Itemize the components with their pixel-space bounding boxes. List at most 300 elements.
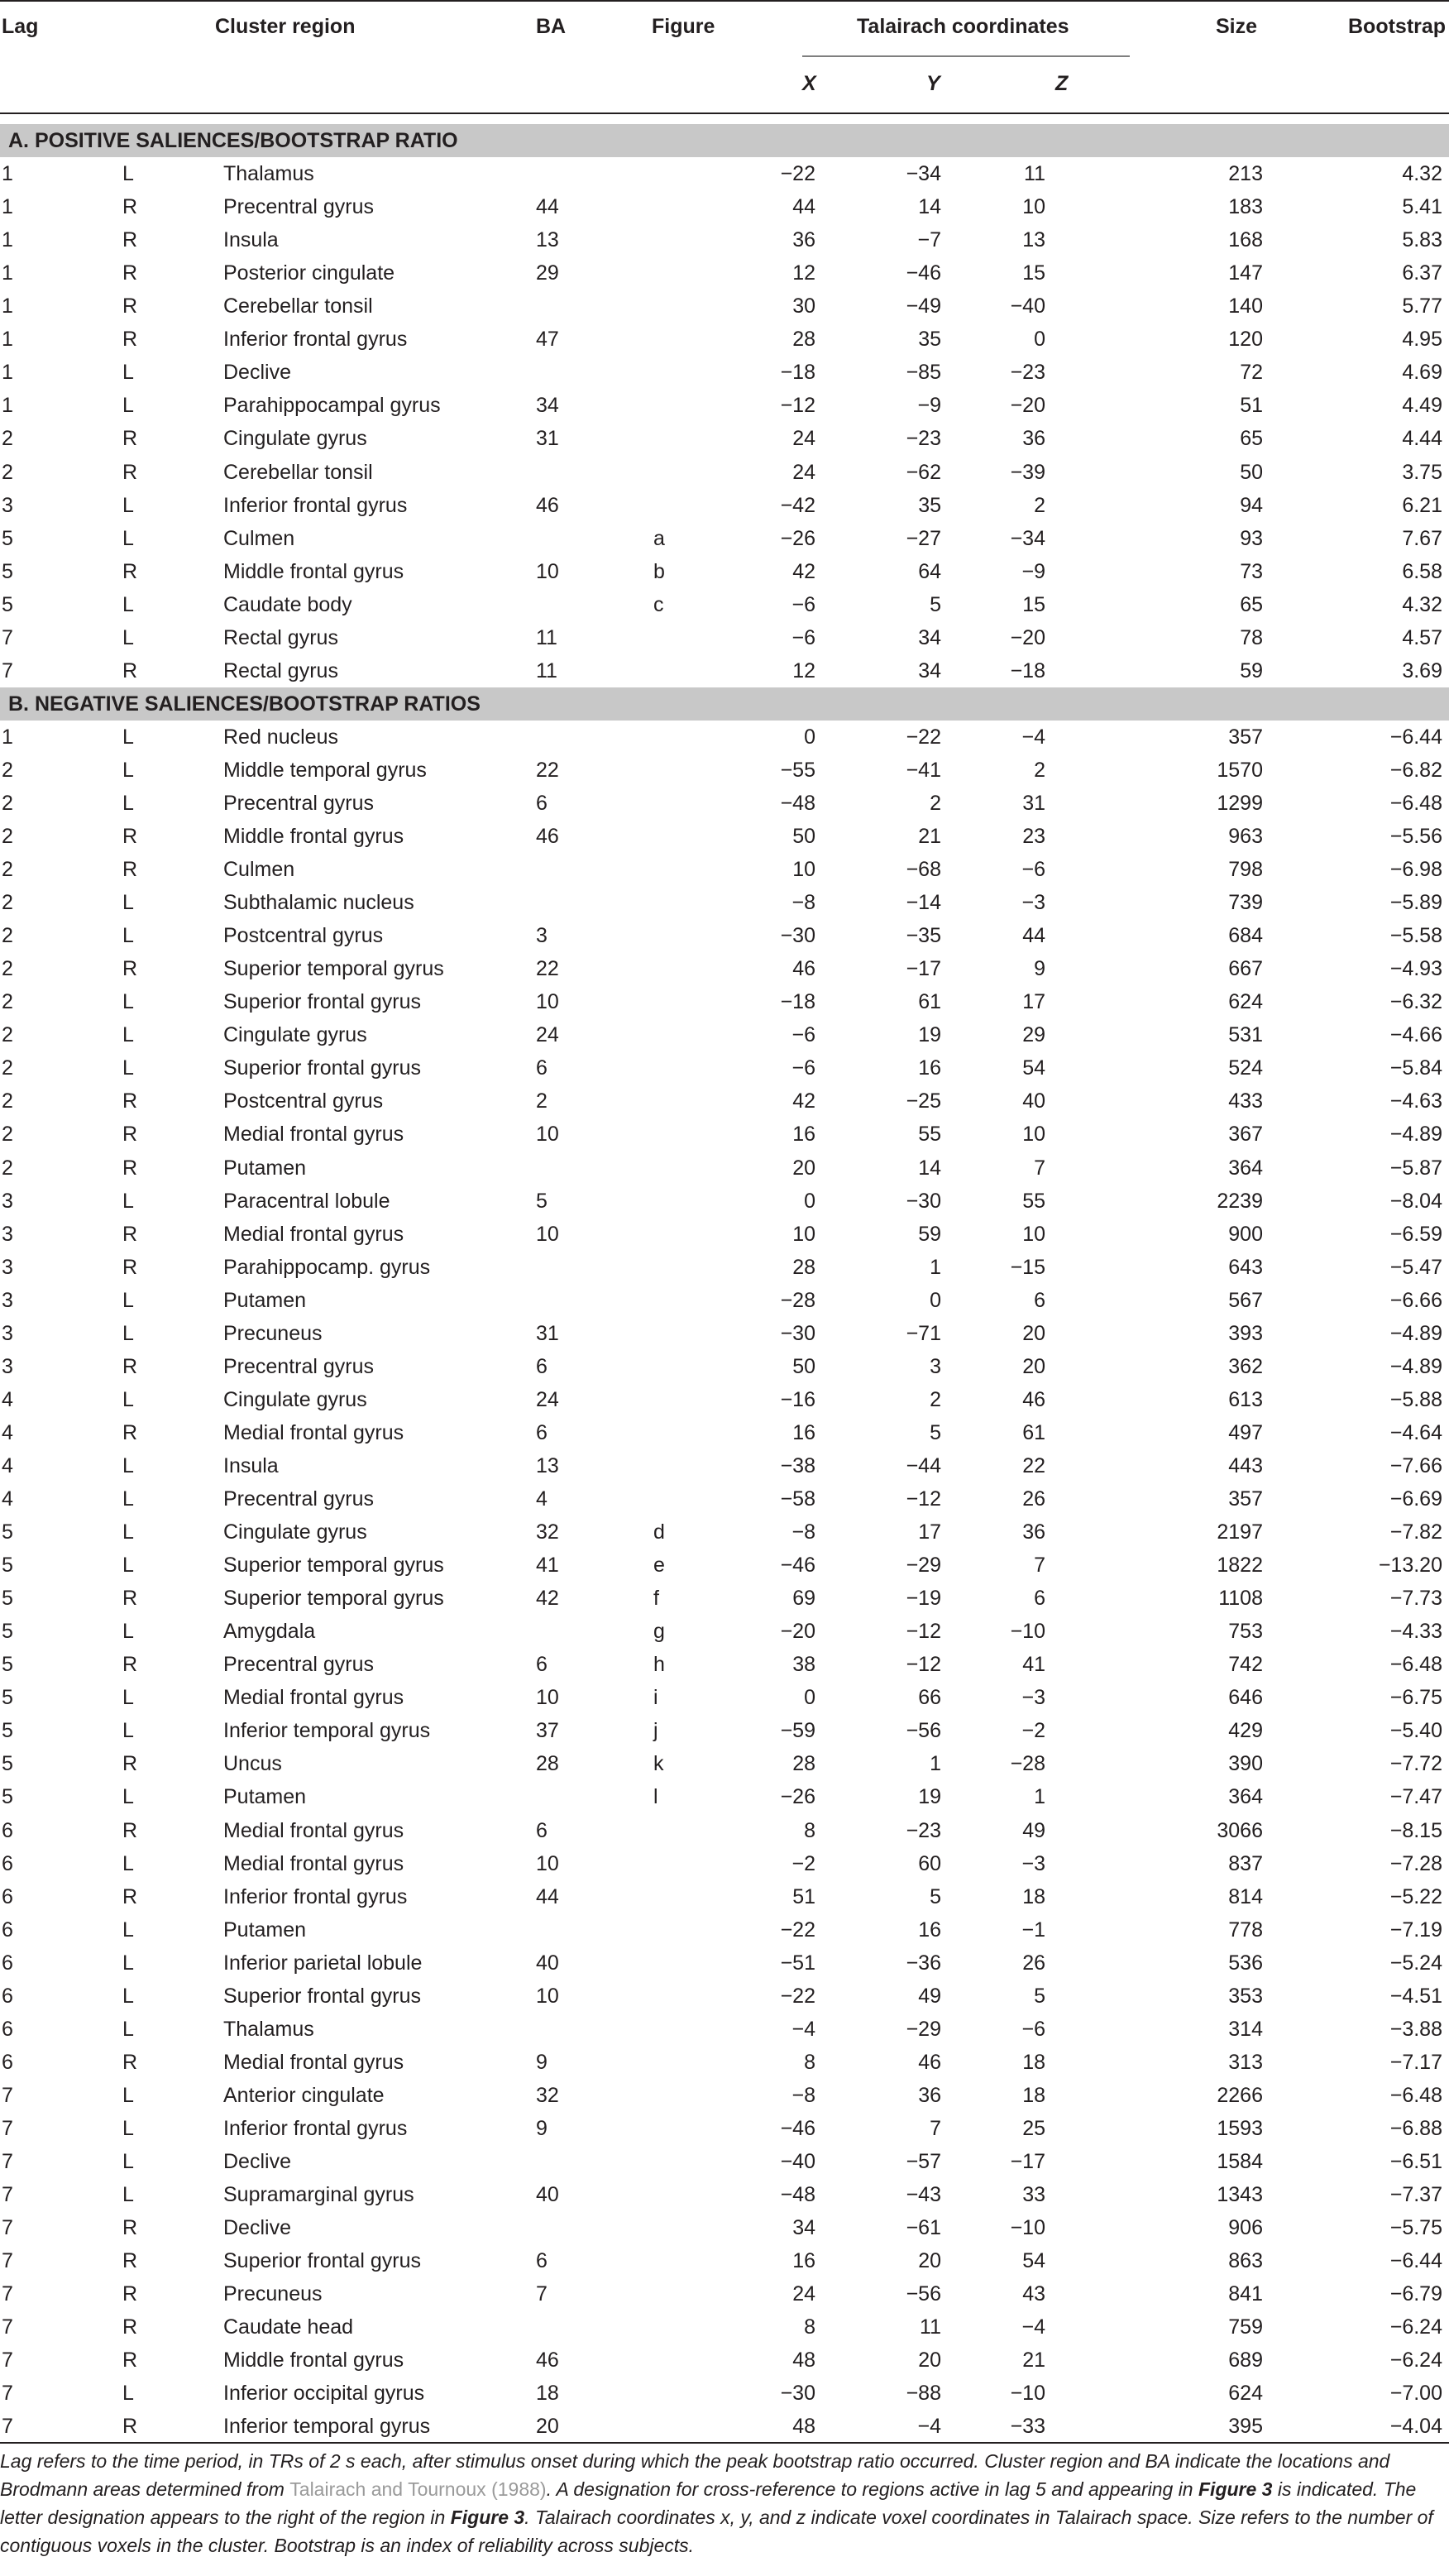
cell-lag: 5 [2,1520,13,1544]
cell-x: 8 [804,2051,815,2074]
cell-y: −19 [906,1587,941,1610]
cell-ba: 40 [536,1951,559,1975]
cell-y: −9 [917,394,941,417]
cell-x: 34 [792,2216,815,2239]
cell-lag: 5 [2,1785,13,1808]
cell-ba: 31 [536,427,559,450]
cell-z: 11 [1024,162,1045,185]
cell-x: 0 [804,1190,815,1213]
cell-z: 9 [1034,957,1045,980]
table-row [0,157,1449,190]
cell-lag: 5 [2,1587,13,1610]
cell-bootstrap: −6.82 [1389,759,1442,782]
cell-bootstrap: 6.58 [1402,560,1442,583]
cell-size: 524 [1228,1056,1263,1080]
cell-x: 42 [792,560,815,583]
cell-ba: 41 [536,1554,559,1577]
cell-bootstrap: −6.24 [1389,2349,1442,2372]
cell-ba: 6 [536,2249,548,2272]
table-row [0,754,1449,787]
cell-z: 22 [1022,1454,1045,1477]
table-row [0,654,1449,687]
cell-region: Putamen [223,1785,307,1808]
cell-lag: 7 [2,2216,13,2239]
cell-z: 55 [1022,1190,1045,1213]
cell-z: 20 [1022,1322,1045,1345]
cell-ba: 22 [536,957,559,980]
cell-hemisphere: L [122,1554,134,1577]
cell-y: −43 [906,2183,941,2206]
cell-lag: 4 [2,1454,13,1477]
cell-ba: 10 [536,1852,559,1875]
cell-z: −40 [1010,294,1045,318]
cell-hemisphere: L [122,394,134,417]
cell-bootstrap: −7.66 [1389,1454,1442,1477]
cell-z: 36 [1022,1520,1045,1544]
cell-lag: 7 [2,2382,13,2405]
cell-size: 393 [1228,1322,1263,1345]
cell-size: 168 [1228,228,1263,251]
cell-y: 61 [918,990,941,1013]
table-row [0,2277,1449,2310]
cell-bootstrap: −6.48 [1389,2084,1442,2107]
cell-region: Cerebellar tonsil [223,461,373,484]
cell-size: 2197 [1217,1520,1263,1544]
cell-z: −9 [1021,560,1045,583]
cell-region: Inferior temporal gyrus [223,2415,431,2438]
cell-size: 65 [1240,427,1263,450]
cell-x: −18 [780,361,815,384]
cell-hemisphere: L [122,1454,134,1477]
cell-bootstrap: −5.75 [1389,2216,1442,2239]
cell-size: 390 [1228,1752,1263,1775]
cell-x: −26 [780,1785,815,1808]
cell-x: −12 [780,394,815,417]
table-row [0,1051,1449,1085]
cell-hemisphere: R [122,261,138,285]
table-row [0,2145,1449,2178]
cell-ba: 46 [536,2349,559,2372]
cell-bootstrap: −7.72 [1389,1752,1442,1775]
cell-z: −18 [1010,659,1045,682]
cell-size: 742 [1228,1653,1263,1676]
cell-size: 433 [1228,1089,1263,1113]
cell-region: Red nucleus [223,725,338,749]
cell-size: 863 [1228,2249,1263,2272]
cell-x: −26 [780,527,815,550]
table-row [0,2013,1449,2046]
cell-z: 15 [1022,593,1045,616]
cell-bootstrap: −7.47 [1389,1785,1442,1808]
cell-bootstrap: −4.51 [1389,1985,1442,2008]
cell-size: 59 [1240,659,1263,682]
cell-ba: 13 [536,228,559,251]
cell-size: 1299 [1217,792,1263,815]
cell-hemisphere: L [122,891,134,914]
cell-region: Cingulate gyrus [223,1388,367,1411]
cell-region: Cingulate gyrus [223,427,367,450]
cell-hemisphere: L [122,1852,134,1875]
cell-bootstrap: −6.69 [1389,1487,1442,1511]
table-row [0,621,1449,654]
footnote-figure-link-1[interactable]: Figure 3 [1198,2478,1273,2500]
cell-region: Superior frontal gyrus [223,2249,422,2272]
cell-size: 367 [1228,1123,1263,1146]
table-row [0,323,1449,356]
table-row [0,1946,1449,1980]
cell-x: −22 [780,1918,815,1942]
cell-x: −48 [780,2183,815,2206]
cell-lag: 7 [2,2150,13,2173]
cell-y: −30 [906,1190,941,1213]
cell-region: Declive [223,361,291,384]
cell-size: 357 [1228,1487,1263,1511]
cell-z: 49 [1022,1819,1045,1842]
cell-size: 613 [1228,1388,1263,1411]
cell-size: 429 [1228,1719,1263,1742]
cell-hemisphere: L [122,1719,134,1742]
table-row [0,356,1449,389]
cell-bootstrap: −7.73 [1389,1587,1442,1610]
cell-region: Declive [223,2216,291,2239]
cell-y: 5 [930,1421,941,1444]
cell-ba: 24 [536,1388,559,1411]
cell-x: −55 [780,759,815,782]
cell-lag: 6 [2,1985,13,2008]
cell-x: −22 [780,162,815,185]
cell-z: −15 [1010,1256,1045,1279]
cell-bootstrap: −7.28 [1389,1852,1442,1875]
cell-x: −40 [780,2150,815,2173]
cell-y: 16 [918,1056,941,1080]
cell-lag: 6 [2,1951,13,1975]
cell-figure: e [653,1554,665,1577]
cell-bootstrap: −5.40 [1389,1719,1442,1742]
table-row [0,886,1449,919]
cell-size: 78 [1240,626,1263,649]
cell-x: 28 [792,1752,815,1775]
cell-z: 26 [1022,1487,1045,1511]
cell-z: −10 [1010,2382,1045,2405]
footnote-reference-link[interactable]: Talairach and Tournoux (1988) [289,2478,547,2500]
cell-z: 43 [1022,2282,1045,2305]
cell-region: Precentral gyrus [223,792,375,815]
cell-figure: i [653,1686,658,1709]
cell-ba: 34 [536,394,559,417]
cell-region: Subthalamic nucleus [223,891,414,914]
cell-region: Amygdala [223,1620,316,1643]
cell-y: −46 [906,261,941,285]
cell-hemisphere: R [122,1123,138,1146]
cell-x: 46 [792,957,815,980]
cell-lag: 2 [2,825,13,848]
cell-y: −88 [906,2382,941,2405]
cell-lag: 1 [2,195,13,218]
table-row [0,422,1449,455]
cell-ba: 18 [536,2382,559,2405]
cell-size: 497 [1228,1421,1263,1444]
cell-y: −29 [906,2018,941,2041]
cell-hemisphere: L [122,1322,134,1345]
cell-hemisphere: L [122,1951,134,1975]
header-figure: Figure [652,15,715,38]
cell-lag: 1 [2,162,13,185]
cell-lag: 6 [2,1885,13,1908]
cell-bootstrap: −4.89 [1389,1322,1442,1345]
table-row [0,820,1449,853]
cell-size: 93 [1240,527,1263,550]
cell-size: 2266 [1217,2084,1263,2107]
cell-region: Parahippocampal gyrus [223,394,441,417]
table-row [0,2211,1449,2244]
cell-y: 5 [930,593,941,616]
cell-y: 17 [918,1520,941,1544]
cell-lag: 7 [2,2415,13,2438]
cell-ba: 32 [536,1520,559,1544]
table-row [0,190,1449,223]
cell-size: 50 [1240,461,1263,484]
cell-size: 643 [1228,1256,1263,1279]
cell-bootstrap: −6.24 [1389,2315,1442,2339]
cell-region: Parahippocamp. gyrus [223,1256,431,1279]
cell-figure: g [653,1620,665,1643]
cell-bootstrap: 4.44 [1402,427,1442,450]
cell-region: Medial frontal gyrus [223,1421,404,1444]
cell-size: 362 [1228,1355,1263,1378]
cell-hemisphere: R [122,1223,138,1246]
cell-size: 213 [1228,162,1263,185]
cell-hemisphere: R [122,2315,138,2339]
cell-lag: 7 [2,2282,13,2305]
cell-x: 24 [792,427,815,450]
table-row [0,952,1449,985]
cell-hemisphere: L [122,1023,134,1046]
cell-region: Inferior frontal gyrus [223,328,408,351]
table-row [0,1449,1449,1482]
cell-z: 18 [1022,2084,1045,2107]
cell-hemisphere: L [122,924,134,947]
cell-hemisphere: R [122,1156,138,1180]
cell-hemisphere: L [122,527,134,550]
cell-bootstrap: −6.51 [1389,2150,1442,2173]
cell-bootstrap: −6.32 [1389,990,1442,1013]
cell-region: Superior temporal gyrus [223,1587,444,1610]
cell-y: 46 [918,2051,941,2074]
table-row [0,985,1449,1018]
cell-ba: 22 [536,759,559,782]
cell-x: 48 [792,2349,815,2372]
table-row [0,489,1449,522]
cell-lag: 6 [2,2051,13,2074]
cell-x: 10 [792,1223,815,1246]
cell-hemisphere: L [122,162,134,185]
cell-region: Middle frontal gyrus [223,560,404,583]
cell-region: Supramarginal gyrus [223,2183,414,2206]
table-row [0,787,1449,820]
cell-ba: 6 [536,1056,548,1080]
cell-size: 1584 [1217,2150,1263,2173]
cell-lag: 5 [2,1554,13,1577]
table-row [0,919,1449,952]
cell-z: −39 [1010,461,1045,484]
cell-x: −22 [780,1985,815,2008]
table-row [0,1681,1449,1714]
cell-ba: 46 [536,494,559,517]
table-row [0,1980,1449,2013]
cell-bootstrap: −13.20 [1378,1554,1442,1577]
cell-hemisphere: R [122,1256,138,1279]
cell-z: −20 [1010,394,1045,417]
cell-bootstrap: −4.66 [1389,1023,1442,1046]
cell-lag: 5 [2,1719,13,1742]
cell-hemisphere: L [122,2084,134,2107]
cell-region: Medial frontal gyrus [223,2051,404,2074]
cell-ba: 24 [536,1023,559,1046]
cell-z: 7 [1034,1156,1045,1180]
cell-z: 41 [1022,1653,1045,1676]
cell-bootstrap: 4.69 [1402,361,1442,384]
cell-hemisphere: L [122,725,134,749]
table-row [0,1847,1449,1880]
cell-lag: 3 [2,1355,13,1378]
cell-y: −71 [906,1322,941,1345]
cell-lag: 7 [2,2183,13,2206]
cell-bootstrap: 6.21 [1402,494,1442,517]
cell-hemisphere: R [122,1752,138,1775]
cell-region: Cerebellar tonsil [223,294,373,318]
cell-z: 6 [1034,1289,1045,1312]
cell-y: −4 [917,2415,941,2438]
cell-ba: 29 [536,261,559,285]
cell-x: −48 [780,792,815,815]
table-row [0,588,1449,621]
cell-size: 94 [1240,494,1263,517]
cell-y: −7 [917,228,941,251]
cell-hemisphere: L [122,1686,134,1709]
cell-z: 10 [1022,195,1045,218]
cell-x: 8 [804,2315,815,2339]
footnote-text-4: . Talairach coordinates x, y, and z indicate voxel coordinates in Talairach space. Size refers to the number of contiguous voxels in the cluster. Bootstrap is an index of reliability across subjects. [0,2507,1433,2556]
cell-x: −46 [780,1554,815,1577]
cell-hemisphere: R [122,1089,138,1113]
cell-x: 36 [792,228,815,251]
cell-hemisphere: R [122,427,138,450]
cell-size: 2239 [1217,1190,1263,1213]
cell-hemisphere: L [122,759,134,782]
table-row [0,1515,1449,1549]
cell-hemisphere: L [122,2117,134,2140]
cell-y: −68 [906,858,941,881]
table-row [0,2112,1449,2145]
cell-size: 1822 [1217,1554,1263,1577]
cell-y: −23 [906,1819,941,1842]
cell-lag: 6 [2,2018,13,2041]
cell-hemisphere: R [122,195,138,218]
cell-size: 443 [1228,1454,1263,1477]
cell-ba: 10 [536,1123,559,1146]
cell-size: 536 [1228,1951,1263,1975]
cell-figure: k [653,1752,664,1775]
cell-z: −34 [1010,527,1045,550]
cell-x: −30 [780,1322,815,1345]
cell-size: 753 [1228,1620,1263,1643]
footnote-figure-link-2[interactable]: Figure 3 [450,2507,525,2528]
table-row [0,2410,1449,2443]
cell-size: 684 [1228,924,1263,947]
cell-y: 64 [918,560,941,583]
cell-size: 353 [1228,1985,1263,2008]
cell-y: 36 [918,2084,941,2107]
cell-bootstrap: 6.37 [1402,261,1442,285]
cell-bootstrap: −7.17 [1389,2051,1442,2074]
table-row [0,256,1449,290]
cell-hemisphere: R [122,957,138,980]
cell-bootstrap: −4.63 [1389,1089,1442,1113]
cell-region: Superior temporal gyrus [223,957,444,980]
cell-size: 1570 [1217,759,1263,782]
cell-x: 12 [792,659,815,682]
cell-y: 20 [918,2349,941,2372]
top-rule [0,0,1449,2]
cell-z: 21 [1022,2349,1045,2372]
cell-bootstrap: −4.04 [1389,2415,1442,2438]
cell-y: −41 [906,759,941,782]
cell-lag: 1 [2,261,13,285]
cell-z: 2 [1034,494,1045,517]
bottom-rule [0,2442,1449,2444]
cell-z: −17 [1010,2150,1045,2173]
cell-bootstrap: −6.75 [1389,1686,1442,1709]
table-row [0,2377,1449,2410]
cell-lag: 2 [2,759,13,782]
footnote-text-3: is indicated. The letter designation appears to the right of the region in [0,2478,1417,2528]
cell-size: 1108 [1218,1587,1263,1610]
cell-lag: 7 [2,2349,13,2372]
table-row [0,721,1449,754]
cell-x: −42 [780,494,815,517]
cell-z: 1 [1034,1785,1045,1808]
cell-x: 44 [792,195,815,218]
cell-region: Medial frontal gyrus [223,1123,404,1146]
cell-bootstrap: −4.64 [1389,1421,1442,1444]
table-row [0,389,1449,422]
cell-lag: 2 [2,1023,13,1046]
cell-hemisphere: L [122,1289,134,1312]
cell-lag: 1 [2,294,13,318]
table-row [0,522,1449,555]
cell-bootstrap: −7.00 [1389,2382,1442,2405]
cell-hemisphere: L [122,361,134,384]
cell-x: 16 [792,2249,815,2272]
cell-region: Thalamus [223,162,314,185]
cell-region: Middle frontal gyrus [223,825,404,848]
cell-lag: 7 [2,2315,13,2339]
cell-z: 26 [1022,1951,1045,1975]
table-row [0,2046,1449,2079]
cell-size: 1343 [1217,2183,1263,2206]
cell-region: Insula [223,228,279,251]
cell-x: 42 [792,1089,815,1113]
cell-x: −8 [791,1520,815,1544]
cell-size: 567 [1228,1289,1263,1312]
cell-ba: 4 [536,1487,548,1511]
cell-bootstrap: −6.44 [1389,725,1442,749]
talairach-subrule [802,55,1130,57]
table-row [0,1284,1449,1317]
cell-bootstrap: −5.22 [1389,1885,1442,1908]
cell-region: Anterior cingulate [223,2084,385,2107]
cell-y: −62 [906,461,941,484]
